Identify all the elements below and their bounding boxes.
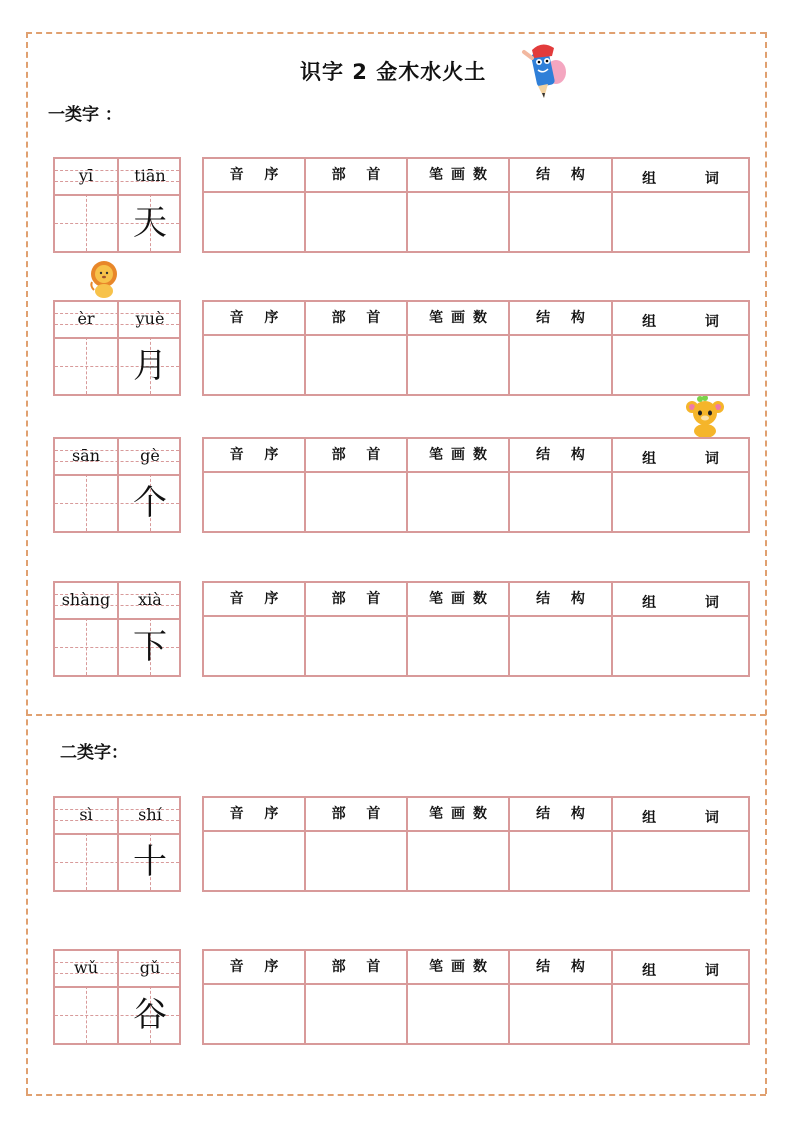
pinyin-left: shàng — [61, 590, 111, 609]
answer-cell-bushou[interactable] — [306, 473, 408, 531]
header-yinxu: 音 序 — [204, 583, 306, 617]
tianzige-box — [53, 437, 181, 533]
header-bushou: 部 首 — [306, 159, 408, 193]
answer-cell-yinxu[interactable] — [204, 193, 306, 251]
answer-cell-bushou[interactable] — [306, 617, 408, 675]
answer-cell-yinxu[interactable] — [204, 473, 306, 531]
answer-cell-jiegou[interactable] — [510, 985, 613, 1043]
pinyin-left: èr — [77, 309, 95, 328]
pinyin-left: sì — [79, 805, 93, 824]
answer-cell-jiegou[interactable] — [510, 617, 613, 675]
header-yinxu: 音 序 — [204, 798, 306, 832]
answer-cell-bushou[interactable] — [306, 193, 408, 251]
section-label-second-class: 二类字： — [60, 743, 128, 763]
frame-bottom-border — [26, 1094, 766, 1096]
answer-cell-zuci[interactable] — [613, 336, 748, 394]
header-bushou: 部 首 — [306, 583, 408, 617]
answer-cell-jiegou[interactable] — [510, 336, 613, 394]
header-jiegou: 结 构 — [510, 798, 613, 832]
tianzige-box — [53, 581, 181, 677]
pinyin-right: yuè — [135, 309, 165, 328]
header-bihuashu: 笔画数 — [408, 302, 510, 336]
answer-cell-yinxu[interactable] — [204, 336, 306, 394]
header-zuci: 组 词 — [613, 583, 748, 617]
header-yinxu: 音 序 — [204, 439, 306, 473]
hanzi-character: 天 — [133, 203, 167, 243]
hanzi-character: 谷 — [133, 995, 167, 1035]
answer-cell-jiegou[interactable] — [510, 473, 613, 531]
answer-cell-zuci[interactable] — [613, 832, 748, 890]
tianzige-box — [53, 949, 181, 1045]
answer-cell-yinxu[interactable] — [204, 832, 306, 890]
frame-right-border — [765, 32, 767, 1094]
header-bushou: 部 首 — [306, 951, 408, 985]
pinyin-right: tiān — [134, 166, 166, 185]
hanzi-character: 十 — [133, 842, 167, 882]
answer-cell-yinxu[interactable] — [204, 985, 306, 1043]
header-bihuashu: 笔画数 — [408, 798, 510, 832]
char-info-table — [202, 949, 750, 1045]
pencil-mascot-icon — [514, 40, 570, 100]
answer-cell-bihuashu[interactable] — [408, 473, 510, 531]
header-zuci: 组 词 — [613, 798, 748, 832]
header-zuci: 组 词 — [613, 951, 748, 985]
header-yinxu: 音 序 — [204, 302, 306, 336]
bear-mascot-icon — [684, 395, 726, 439]
answer-cell-bihuashu[interactable] — [408, 832, 510, 890]
header-zuci: 组 词 — [613, 302, 748, 336]
hanzi-character: 月 — [133, 346, 167, 386]
pinyin-left: yī — [78, 166, 94, 185]
char-info-table — [202, 157, 750, 253]
char-info-table — [202, 581, 750, 677]
header-jiegou: 结 构 — [510, 159, 613, 193]
header-bushou: 部 首 — [306, 439, 408, 473]
section-divider — [26, 714, 766, 716]
answer-cell-bihuashu[interactable] — [408, 617, 510, 675]
answer-cell-zuci[interactable] — [613, 193, 748, 251]
answer-cell-yinxu[interactable] — [204, 617, 306, 675]
section-label-first-class: 一类字 ： — [48, 105, 122, 125]
pinyin-right: gǔ — [139, 958, 161, 977]
header-jiegou: 结 构 — [510, 951, 613, 985]
pinyin-right: xià — [138, 590, 162, 609]
answer-cell-zuci[interactable] — [613, 985, 748, 1043]
header-zuci: 组 词 — [613, 159, 748, 193]
tianzige-box — [53, 796, 181, 892]
page-title: 识字 2 金木水火土 — [300, 60, 487, 84]
pinyin-left: sān — [71, 446, 101, 465]
hanzi-character: 下 — [133, 627, 167, 667]
hanzi-character: 个 — [133, 483, 167, 523]
frame-top-border — [26, 32, 766, 34]
header-jiegou: 结 构 — [510, 439, 613, 473]
header-bihuashu: 笔画数 — [408, 951, 510, 985]
answer-cell-bihuashu[interactable] — [408, 336, 510, 394]
answer-cell-zuci[interactable] — [613, 473, 748, 531]
tianzige-box — [53, 157, 181, 253]
frame-left-border — [26, 32, 28, 1094]
lion-mascot-icon — [88, 260, 120, 298]
char-info-table — [202, 796, 750, 892]
answer-cell-bushou[interactable] — [306, 832, 408, 890]
answer-cell-bihuashu[interactable] — [408, 193, 510, 251]
header-zuci: 组 词 — [613, 439, 748, 473]
answer-cell-jiegou[interactable] — [510, 193, 613, 251]
answer-cell-zuci[interactable] — [613, 617, 748, 675]
char-info-table — [202, 437, 750, 533]
answer-cell-bushou[interactable] — [306, 336, 408, 394]
pinyin-right: shí — [138, 805, 162, 824]
header-bushou: 部 首 — [306, 302, 408, 336]
header-bihuashu: 笔画数 — [408, 583, 510, 617]
answer-cell-bihuashu[interactable] — [408, 985, 510, 1043]
header-bushou: 部 首 — [306, 798, 408, 832]
header-bihuashu: 笔画数 — [408, 439, 510, 473]
header-yinxu: 音 序 — [204, 159, 306, 193]
pinyin-right: gè — [140, 446, 160, 465]
tianzige-box — [53, 300, 181, 396]
answer-cell-jiegou[interactable] — [510, 832, 613, 890]
header-jiegou: 结 构 — [510, 583, 613, 617]
header-jiegou: 结 构 — [510, 302, 613, 336]
pinyin-left: wǔ — [74, 958, 98, 977]
header-bihuashu: 笔画数 — [408, 159, 510, 193]
char-info-table — [202, 300, 750, 396]
header-yinxu: 音 序 — [204, 951, 306, 985]
answer-cell-bushou[interactable] — [306, 985, 408, 1043]
